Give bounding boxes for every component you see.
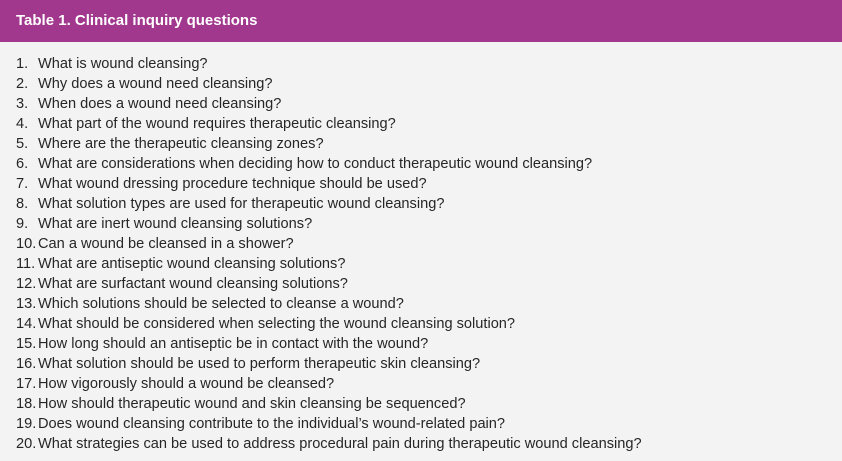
question-text: What solution should be used to perform therapeutic skin cleansing? <box>38 356 481 372</box>
question-text: Where are the therapeutic cleansing zones? <box>38 136 324 152</box>
question-number: 3. <box>16 96 29 112</box>
question-text: How should therapeutic wound and skin cleansing be sequenced? <box>38 396 466 412</box>
question-number: 8. <box>16 196 29 212</box>
question-text: What are antiseptic wound cleansing solutions? <box>38 256 346 272</box>
question-number: 20. <box>16 436 37 452</box>
question-item <box>16 394 834 414</box>
question-text: Which solutions should be selected to cleanse a wound? <box>38 296 404 312</box>
question-item <box>16 434 834 454</box>
question-number: 16. <box>16 356 37 372</box>
question-item <box>16 294 834 314</box>
question-item <box>16 154 834 174</box>
question-text: Why does a wound need cleansing? <box>38 76 273 92</box>
question-item <box>16 194 834 214</box>
question-text: What should be considered when selecting the wound cleansing solution? <box>38 316 516 332</box>
question-number: 7. <box>16 176 29 192</box>
question-item <box>16 314 834 334</box>
question-item <box>16 54 834 74</box>
question-item <box>16 74 834 94</box>
question-number: 17. <box>16 376 37 392</box>
question-text: What strategies can be used to address procedural pain during therapeutic wound cleansing? <box>38 436 642 452</box>
question-text: Can a wound be cleansed in a shower? <box>38 236 294 252</box>
question-list <box>16 54 834 454</box>
question-number: 12. <box>16 276 37 292</box>
question-number: 1. <box>16 56 29 72</box>
question-number: 2. <box>16 76 29 92</box>
question-number: 13. <box>16 296 37 312</box>
question-text: What are surfactant wound cleansing solutions? <box>38 276 348 292</box>
question-item <box>16 174 834 194</box>
question-text: Does wound cleansing contribute to the individual’s wound-related pain? <box>38 416 506 432</box>
question-item <box>16 374 834 394</box>
question-text: What are inert wound cleansing solutions? <box>38 216 313 232</box>
question-item <box>16 94 834 114</box>
question-number: 19. <box>16 416 37 432</box>
question-text: How long should an antiseptic be in contact with the wound? <box>38 336 429 352</box>
question-text: What are considerations when deciding how to conduct therapeutic wound cleansing? <box>38 156 593 172</box>
question-number: 9. <box>16 216 29 232</box>
question-number: 14. <box>16 316 37 332</box>
question-item <box>16 254 834 274</box>
question-item <box>16 214 834 234</box>
question-item <box>16 414 834 434</box>
question-item <box>16 234 834 254</box>
question-number: 11. <box>16 256 36 272</box>
question-item <box>16 354 834 374</box>
question-number: 4. <box>16 116 29 132</box>
question-text: How vigorously should a wound be cleansed? <box>38 376 335 392</box>
question-number: 6. <box>16 156 29 172</box>
question-number: 10. <box>16 236 37 252</box>
question-item <box>16 114 834 134</box>
question-text: What is wound cleansing? <box>38 56 208 72</box>
question-item <box>16 274 834 294</box>
question-text: What part of the wound requires therapeutic cleansing? <box>38 116 396 132</box>
question-text: What solution types are used for therapeutic wound cleansing? <box>38 196 445 212</box>
question-number: 5. <box>16 136 29 152</box>
question-text: What wound dressing procedure technique should be used? <box>38 176 427 192</box>
table-title: Table 1. Clinical inquiry questions <box>0 0 842 42</box>
question-text: When does a wound need cleansing? <box>38 96 282 112</box>
question-item <box>16 334 834 354</box>
question-number: 15. <box>16 336 37 352</box>
question-item <box>16 134 834 154</box>
question-number: 18. <box>16 396 37 412</box>
